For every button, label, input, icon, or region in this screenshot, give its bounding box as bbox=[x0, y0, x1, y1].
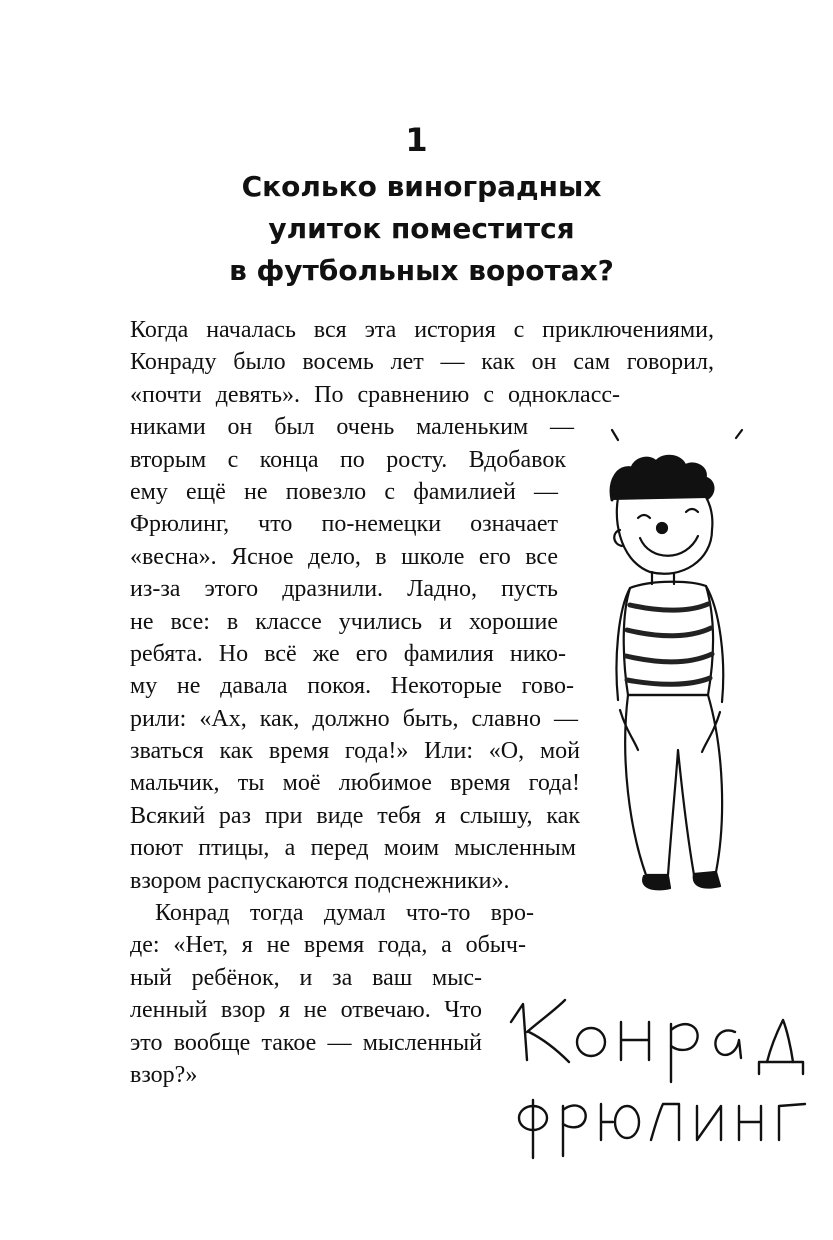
handwritten-signature-icon bbox=[505, 970, 815, 1160]
text-line: ему ещё не повезло с фамилией — bbox=[130, 478, 558, 505]
text-line: ребята. Но всё же его фамилия нико- bbox=[130, 640, 566, 667]
text-line: му не давала покоя. Некоторые гово- bbox=[130, 673, 574, 700]
text-line: из-за этого дразнили. Ладно, пусть bbox=[130, 576, 558, 603]
text-line: вторым с конца по росту. Вдобавок bbox=[130, 446, 566, 473]
text-line: поют птицы, а перед моим мысленным bbox=[130, 835, 576, 862]
text-line: Всякий раз при виде тебя я слышу, как bbox=[130, 802, 580, 829]
chapter-title-line: Сколько виноградных bbox=[241, 170, 602, 203]
text-line: рили: «Ах, как, должно быть, славно — bbox=[130, 705, 578, 732]
text-line: никами он был очень маленьким — bbox=[130, 414, 574, 441]
text-line: Конраду было восемь лет — как он сам говорил, bbox=[130, 349, 714, 376]
text-line: зваться как время года!» Или: «О, мой bbox=[130, 738, 580, 765]
chapter-title bbox=[0, 166, 833, 292]
chapter-number: 1 bbox=[405, 121, 428, 159]
text-line: ный ребёнок, и за ваш мыс- bbox=[130, 964, 482, 991]
chapter-title-line: улиток поместится bbox=[268, 212, 575, 245]
text-line: Конрад тогда думал что-то вро- bbox=[155, 900, 534, 927]
text-line: «весна». Ясное дело, в школе его все bbox=[130, 543, 558, 570]
chapter-title-line: в футбольных воротах? bbox=[229, 254, 614, 287]
text-line: Когда началась вся эта история с приключениями, bbox=[130, 317, 714, 343]
text-line: «почти девять». По сравнению с однокласс- bbox=[130, 381, 620, 408]
text-line: Фрюлинг, что по-немецки означает bbox=[130, 511, 558, 538]
text-line: это вообще такое — мысленный bbox=[130, 1029, 482, 1056]
text-line: не все: в классе учились и хорошие bbox=[130, 608, 558, 635]
text-line: мальчик, ты моё любимое время года! bbox=[130, 770, 580, 797]
text-line: взором распускаются подснежники». bbox=[130, 867, 510, 894]
boy-drawing-icon bbox=[590, 420, 760, 920]
text-line: ленный взор я не отвечаю. Что bbox=[130, 997, 482, 1024]
text-line: де: «Нет, я не время года, а обыч- bbox=[130, 932, 526, 959]
text-line: взор?» bbox=[130, 1061, 198, 1088]
